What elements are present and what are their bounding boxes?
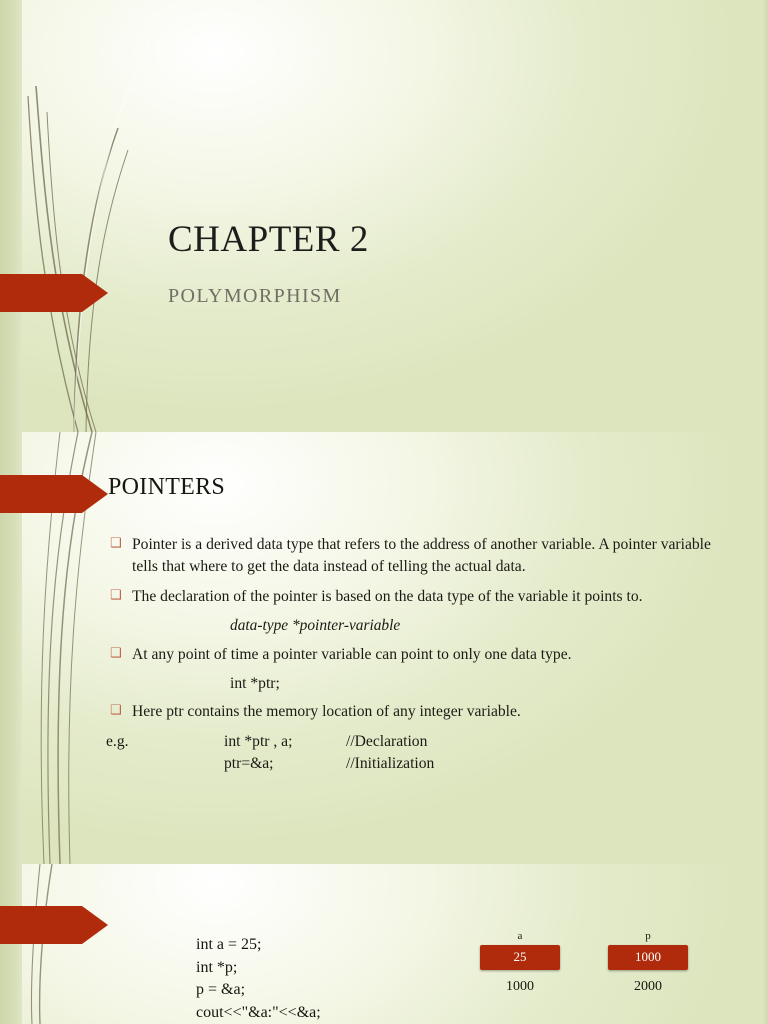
slide-memory-example [0, 864, 768, 1024]
example-code: ptr=&a; [224, 755, 274, 773]
memory-cell-p [608, 930, 688, 995]
left-decor-band [0, 864, 22, 1024]
section-body [106, 534, 726, 776]
example-code-row [224, 753, 726, 775]
grass-stems-decoration [0, 864, 200, 1024]
accent-arrow-tag [0, 906, 108, 944]
bullet-text: At any point of time a pointer variable can point to only one data type. [132, 645, 572, 663]
code-line: p = &a; [196, 981, 246, 999]
code-block [196, 934, 321, 1024]
accent-arrow-tag [0, 274, 108, 312]
syntax-line: data-type *pointer-variable [230, 617, 401, 635]
bullet-text: The declaration of the pointer is based on the data type of the variable it points to. [132, 587, 643, 605]
declaration-example: int *ptr; [230, 674, 280, 692]
bullet-item [106, 701, 726, 723]
example-code-column [224, 731, 726, 776]
example-comment: //Initialization [346, 755, 435, 773]
right-decor-band [761, 864, 768, 1024]
left-decor-band [0, 0, 22, 432]
memory-cell-name: a [517, 930, 523, 942]
memory-cell-value: 25 [480, 945, 560, 970]
example-code: int *ptr , a; [224, 732, 293, 750]
code-line: int a = 25; [196, 936, 262, 953]
bullet-item [106, 644, 726, 666]
grass-stems-decoration [0, 0, 200, 432]
bullet-text: Here ptr contains the memory location of any integer variable. [132, 703, 521, 721]
page-subtitle: POLYMORPHISM [168, 285, 342, 307]
bullet-marker-icon: ❑ [110, 703, 122, 719]
memory-cell-value: 1000 [608, 945, 688, 970]
bullet-text: Pointer is a derived data type that refers to the address of another variable. A pointer variable tells that where to get the data instead of telling the actual data. [132, 536, 711, 576]
example-block [106, 731, 726, 776]
bullet-marker-icon: ❑ [110, 645, 122, 661]
memory-cell-a [480, 930, 560, 995]
slide-pointers [0, 432, 768, 864]
accent-arrow-tag [0, 475, 108, 513]
memory-cell-address: 2000 [634, 979, 662, 994]
right-decor-band [761, 432, 768, 864]
memory-cell-address: 1000 [506, 979, 534, 994]
memory-cell-name: p [645, 930, 651, 942]
bullet-marker-icon: ❑ [110, 587, 122, 603]
bullet-marker-icon: ❑ [110, 536, 122, 551]
slide-title [0, 0, 768, 432]
example-label: e.g. [106, 732, 129, 750]
bullet-item [106, 586, 726, 608]
page-title: CHAPTER 2 [168, 219, 369, 260]
code-line: cout<<"&a:"<<&a; [196, 1004, 321, 1022]
example-code-row [224, 731, 726, 753]
example-comment: //Declaration [346, 732, 428, 750]
section-heading: POINTERS [108, 474, 226, 500]
bullet-item [106, 534, 726, 579]
right-decor-band [761, 0, 768, 432]
code-line: int *p; [196, 958, 238, 976]
